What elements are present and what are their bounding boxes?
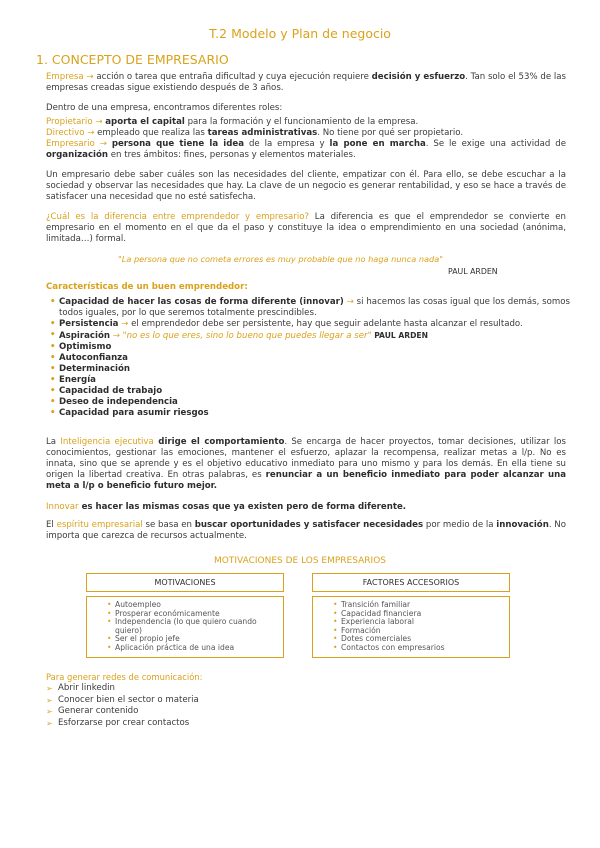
accessory-factors-box [312, 596, 510, 658]
arrow-icon: → [99, 139, 107, 149]
list-item: ➢ Generar contenido [46, 706, 199, 718]
role-propietario: Propietario → aporta el capital para la formación y el funcionamiento de la empresa. [46, 117, 419, 127]
list-item: • Transición familiar [333, 601, 509, 610]
arrow-icon: → [87, 128, 95, 138]
list-item: • Determinación [50, 364, 570, 375]
list-item: • Optimismo [50, 342, 570, 353]
quote-author: PAUL ARDEN [448, 267, 498, 276]
list-item: • Aplicación práctica de una idea [107, 644, 283, 653]
list-item: • Formación [333, 627, 509, 636]
empresa-definition: Empresa → acción o tarea que entraña dificultad y cuya ejecución requiere decisión y esfuerzo. Tan solo el 53% de las empresas creadas sigue existiendo después de 3 años. [46, 72, 566, 93]
accessory-factors-list [333, 601, 509, 653]
arrow-icon: → [346, 297, 354, 307]
list-item: • Independencia (lo que quiero cuando quiero) [107, 618, 283, 635]
list-item: • Capacidad de hacer las cosas de forma diferente (innovar) → si hacemos las cosas igual que los demás, somos todos iguales, por lo que seremos totalmente prescindibles. [50, 297, 570, 319]
networks-title: Para generar redes de comunicación: [46, 672, 203, 682]
list-item: • Capacidad para asumir riesgos [50, 408, 570, 419]
executive-intelligence-paragraph: La Inteligencia ejecutiva dirige el comportamiento. Se encarga de hacer proyectos, tomar decisiones, utilizar los conocimientos, gestionar las emociones, mantener el esfuerzo, aplazar la recompensa, realizar metas a l/p. No es innata, sino que se aprende y es el objetivo educativo inmediato para uno mismo y para los demás. En ella tiene su origen la libertad creativa. En otras palabras, es renunciar a un beneficio inmediato para poder alcanzar una meta a l/p o beneficio futuro mejor. [46, 437, 566, 491]
motivations-list [107, 601, 283, 653]
list-item: • Prosperar económicamente [107, 610, 283, 619]
list-item: • Dotes comerciales [333, 635, 509, 644]
section-heading: 1. CONCEPTO DE EMPRESARIO [36, 52, 229, 67]
roles-intro: Dentro de una empresa, encontramos diferentes roles: [46, 103, 283, 113]
arrow-icon: → [121, 319, 129, 329]
entrepreneurial-spirit-paragraph: El espíritu empresarial se basa en buscar oportunidades y satisfacer necesidades por medio de la innovación. No importa que carezca de recursos actualmente. [46, 520, 566, 541]
list-item: ➢ Esforzarse por crear contactos [46, 718, 199, 730]
list-item: • Aspiración → "no es lo que eres, sino lo bueno que puedes llegar a ser" PAUL ARDEN [50, 330, 570, 342]
list-item: ➢ Abrir linkedin [46, 683, 199, 695]
list-item: ➢ Conocer bien el sector o materia [46, 695, 199, 707]
difference-question: ¿Cuál es la diferencia entre emprendedor y empresario? [46, 212, 310, 222]
role-directivo: Directivo → empleado que realiza las tareas administrativas. No tiene por qué ser propietario. [46, 128, 464, 138]
arrow-icon: → [112, 331, 120, 341]
list-item: • Persistencia → el emprendedor debe ser persistente, hay que seguir adelante hasta alcanzar el resultado. [50, 319, 570, 330]
list-item: • Ser el propio jefe [107, 635, 283, 644]
difference-paragraph: ¿Cuál es la diferencia entre emprendedor y empresario? La diferencia es que el emprendedor se convierte en empresario en el momento en el que da el paso y constituye la idea o emprendimiento en una sociedad (anónima, limitada…) formal. [46, 212, 567, 244]
role-empresario: Empresario → persona que tiene la idea de la empresa y la pone en marcha. Se le exige una actividad de organización en tres ámbitos: fines, personas y elementos materiales. [46, 139, 566, 160]
innovate-paragraph: Innovar es hacer las mismas cosas que ya existen pero de forma diferente. [46, 502, 407, 512]
term-empresa: Empresa [46, 72, 84, 82]
list-item: • Deseo de independencia [50, 397, 570, 408]
page-title: T.2 Modelo y Plan de negocio [209, 26, 391, 41]
motivations-heading: MOTIVACIONES DE LOS EMPRESARIOS [214, 556, 386, 566]
accessory-factors-box-title: FACTORES ACCESORIOS [312, 573, 510, 592]
motivations-box [86, 596, 284, 658]
traits-list [50, 297, 570, 419]
networks-list [46, 683, 199, 729]
motivations-box-title: MOTIVACIONES [86, 573, 284, 592]
quote-text: "La persona que no cometa errores es muy probable que no haga nunca nada" [118, 254, 444, 264]
list-item: • Capacidad de trabajo [50, 386, 570, 397]
list-item: • Autoconfianza [50, 353, 570, 364]
empresario-paragraph: Un empresario debe saber cuáles son las necesidades del cliente, empatizar con él. Para ello, se debe escuchar a la sociedad y observar las necesidades que hay. La clave de un negocio es generar rentabilidad, y eso se hace a través de satisfacer una necesidad que no esté satisfecha. [46, 170, 566, 202]
arrow-icon: → [95, 117, 103, 127]
traits-title: Características de un buen emprendedor: [46, 282, 248, 292]
list-item: • Energía [50, 375, 570, 386]
list-item: • Experiencia laboral [333, 618, 509, 627]
list-item: • Autoempleo [107, 601, 283, 610]
list-item: • Capacidad financiera [333, 610, 509, 619]
arrow-icon: → [86, 72, 94, 82]
list-item: • Contactos con empresarios [333, 644, 509, 653]
